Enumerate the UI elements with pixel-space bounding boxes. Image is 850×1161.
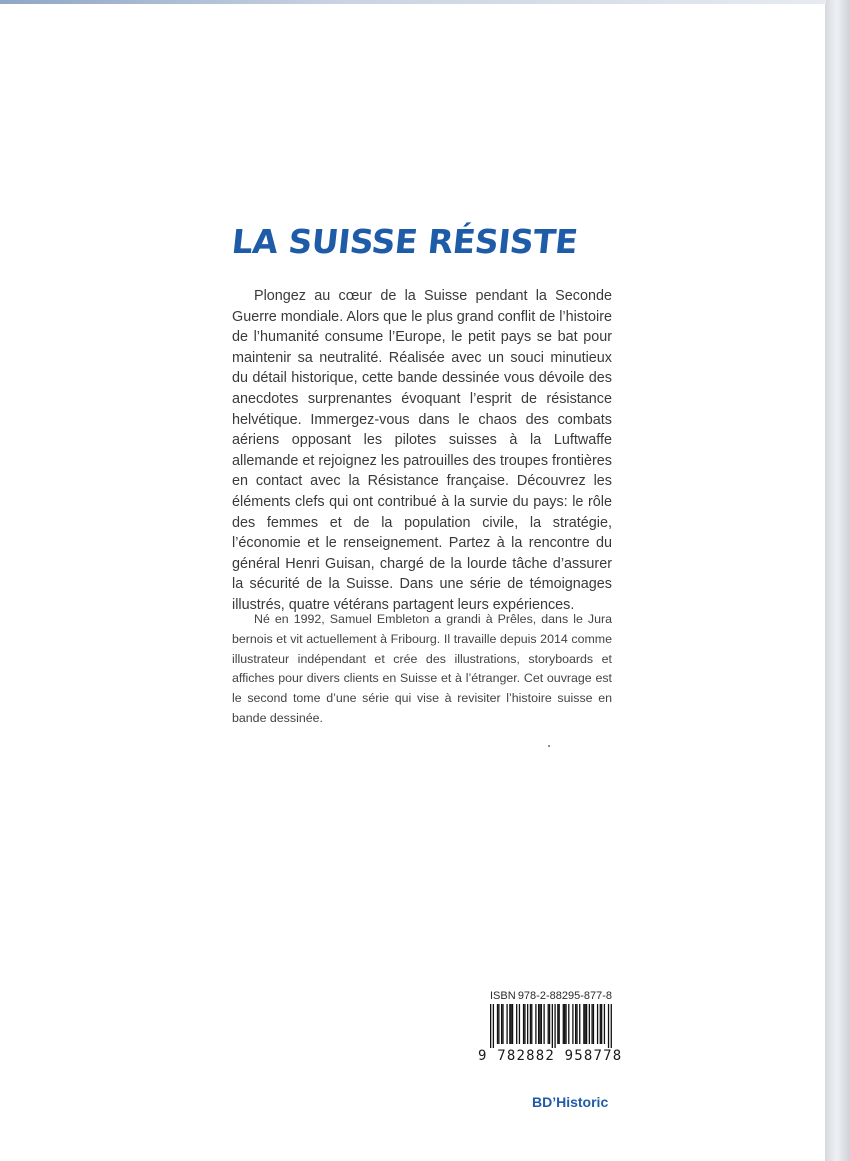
blurb-paragraph: Plongez au cœur de la Suisse pendant la Seconde Guerre mondiale. Alors que le plus grand conflit de l’histoire de l’humanité consume l’Europe, le petit pays se bat pour maintenir sa neutralité. Réalisée avec un souci minutieux du détail historique, cette bande dessinée vous dévoile des anecdotes surprenantes évoquant l’esprit de résistance helvétique. Immergez-vous dans le chaos des combats aériens opposant les pilotes suisses à la Luftwaffe allemande et rejoignez les patrouilles des troupes frontières en contact avec la Résistance française. Découvrez les éléments clefs qui ont contribué à la survie du pays: le rôle des femmes et de la population civile, la stratégie, l’économie et le renseignement. Partez à la rencontre du général Henri Guisan, chargé de la lourde tâche d’assurer la sécurité de la Suisse. Dans une série de témoignages illustrés, quatre vétérans partagent leurs expériences.: [232, 288, 612, 613]
barcode-bar: [600, 1004, 601, 1044]
barcode-bar: [502, 1004, 503, 1044]
barcode-bar: [543, 1004, 544, 1044]
publisher-logo: BD’Historic: [532, 1094, 609, 1110]
barcode-bar: [576, 1004, 577, 1044]
barcode-bar: [559, 1004, 560, 1044]
top-edge: [0, 0, 850, 4]
barcode-bar: [493, 1004, 494, 1048]
barcode-bar: [509, 1004, 510, 1044]
print-speck: [548, 745, 550, 747]
barcode-bar: [531, 1004, 532, 1044]
book-edge: [826, 0, 850, 1161]
barcode-bar: [552, 1004, 553, 1048]
barcode-bar: [541, 1004, 542, 1044]
barcode-bar: [586, 1004, 587, 1044]
barcode-bar: [549, 1004, 550, 1044]
barcode-bar: [593, 1004, 594, 1044]
barcode-bar: [568, 1004, 569, 1044]
barcode-bar: [608, 1004, 609, 1048]
barcode-bar: [585, 1004, 586, 1044]
barcode-bar: [516, 1004, 517, 1044]
barcode-digits: 9 782882 958778: [478, 1048, 623, 1064]
barcode-bar: [575, 1004, 576, 1044]
barcode-bar: [538, 1004, 539, 1044]
barcode-bar: [597, 1004, 598, 1044]
barcode-bar: [490, 1004, 491, 1048]
isbn-number: 978-2-88295-877-8: [517, 990, 612, 1002]
barcode-bar: [535, 1004, 536, 1044]
barcode-bar: [611, 1004, 612, 1048]
barcode-bar: [589, 1004, 590, 1044]
barcode-bar: [524, 1004, 525, 1044]
barcode-bar: [519, 1004, 520, 1044]
barcode-bar: [512, 1004, 513, 1044]
barcode-bar: [530, 1004, 531, 1044]
barcode-bar: [565, 1004, 566, 1044]
barcode-bar: [557, 1004, 558, 1044]
barcode-bar: [554, 1004, 555, 1048]
barcode-bar: [506, 1004, 507, 1044]
barcode-bar: [501, 1004, 502, 1044]
barcode-bar: [539, 1004, 540, 1044]
author-bio: Né en 1992, Samuel Embleton a grandi à Prêles, dans le Jura bernois et vit actuellement à Fribourg. Il travaille depuis 2014 comme illustrateur indépendant et crée des illustrations, storyboards et affiches pour divers clients en Suisse et à l’étranger. Cet ouvrage est le second tome d’une série qui vise à revisiter l’histoire suisse en bande dessinée.: [232, 612, 612, 725]
barcode-bar: [579, 1004, 580, 1044]
barcode-bar: [564, 1004, 565, 1044]
barcode-bar: [498, 1004, 499, 1044]
barcode-bar: [601, 1004, 602, 1044]
isbn-line: [490, 990, 612, 1002]
barcode-bar: [583, 1004, 584, 1044]
barcode-bar: [591, 1004, 592, 1044]
barcode-bar: [548, 1004, 549, 1044]
barcode-bar: [523, 1004, 524, 1044]
barcode-bar: [572, 1004, 573, 1044]
barcode-bar: [511, 1004, 512, 1044]
barcode-bar: [604, 1004, 605, 1044]
isbn-label: ISBN: [490, 990, 516, 1002]
barcode: [490, 1004, 612, 1048]
barcode-bar: [563, 1004, 564, 1044]
book-title: LA SUISSE RÉSISTE: [229, 222, 580, 261]
barcode-bar: [497, 1004, 498, 1044]
barcode-bar: [527, 1004, 528, 1044]
